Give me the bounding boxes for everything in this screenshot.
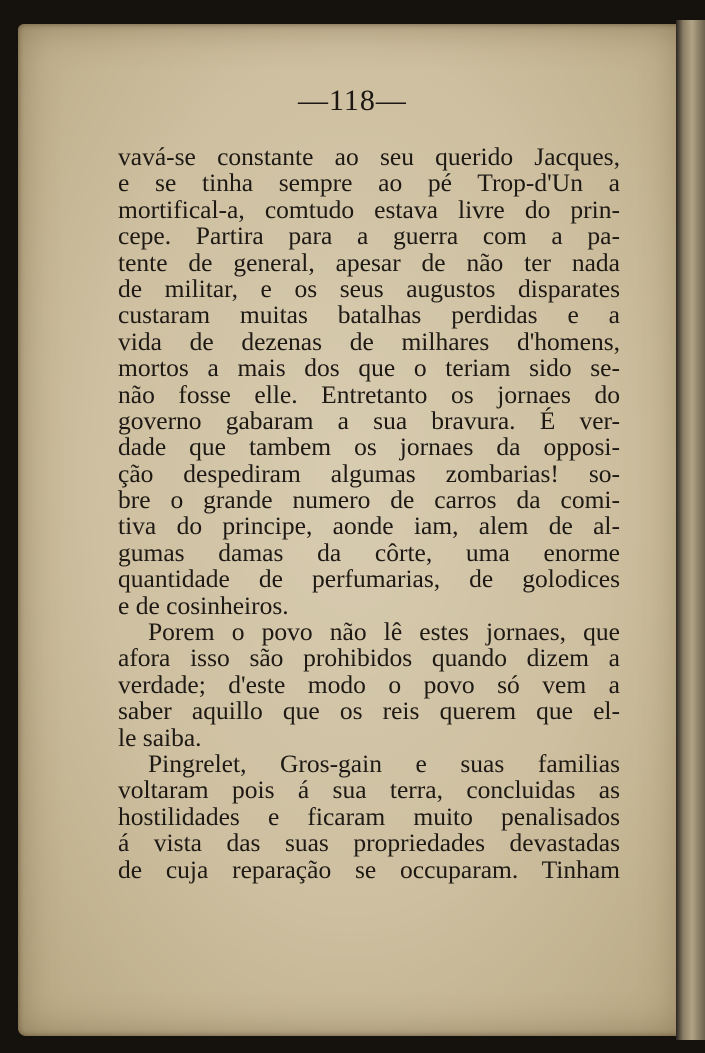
text-line: tiva do principe, aonde iam, alem de al- [118,511,620,541]
text-line: Pingrelet, Gros-gain e suas familias [148,748,620,778]
text-line: ção despediram algumas zombarias! so- [118,458,620,488]
text-line: á vista das suas propriedades devastadas [118,828,620,858]
text-line: verdade; d'este modo o povo só vem a [118,669,620,699]
text-line: e se tinha sempre ao pé Trop-d'Un a [118,168,620,198]
text-line: governo gabaram a sua bravura. É ver- [118,405,620,435]
text-line: vavá-se constante ao seu querido Jacques, [118,142,620,171]
text-line: de cuja reparação se occuparam. Tinham [118,854,620,884]
text-line: bre o grande numero de carros da comi- [118,485,620,515]
text-line: cepe. Partira para a guerra com a pa- [118,221,620,251]
page-number: —118— [298,84,407,117]
text-line: mortifical-a, comtudo estava livre do prin- [118,194,620,224]
text-line: le saiba. [118,722,202,752]
text-line: gumas damas da côrte, uma enorme [118,537,620,567]
text-line: de militar, e os seus augustos disparates [118,273,620,303]
text-line: mortos a mais dos que o teriam sido se- [118,353,620,383]
text-line: saber aquillo que os reis querem que el- [118,696,620,726]
text-line: hostilidades e ficaram muito penalisados [118,801,620,831]
book-spine-edge [676,20,705,1040]
text-line: custaram muitas batalhas perdidas e a [118,300,620,330]
text-line: quantidade de perfumarias, de golodices [118,564,620,594]
text-line: e de cosinheiros. [118,590,289,620]
body-text [118,144,620,883]
text-line: dade que tambem os jornaes da opposi- [118,432,620,462]
text-line: voltaram pois á sua terra, concluidas as [118,775,620,805]
text-line: vida de dezenas de milhares d'homens, [118,326,620,356]
text-line: afora isso são prohibidos quando dizem a [118,643,620,673]
text-line: não fosse elle. Entretanto os jornaes do [118,379,620,409]
text-line: tente de general, apesar de não ter nada [118,247,620,277]
text-line: Porem o povo não lê estes jornaes, que [148,617,620,647]
